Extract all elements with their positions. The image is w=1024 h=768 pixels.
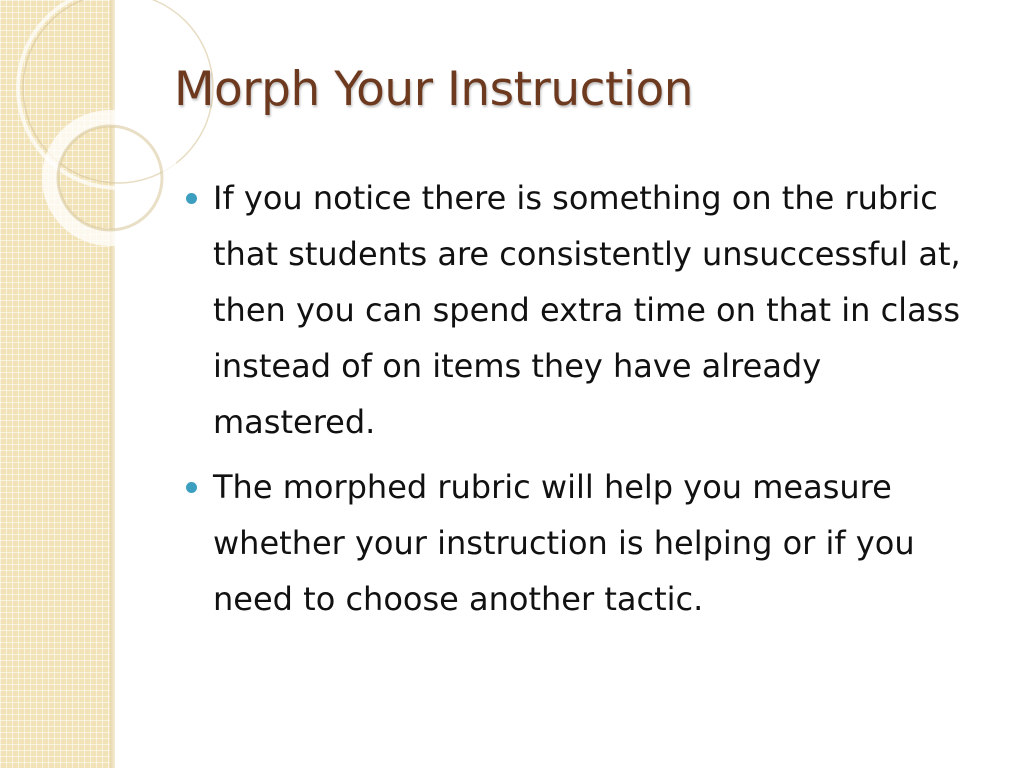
bullet-item <box>186 459 986 627</box>
slide-title: Morph Your Instruction <box>174 62 694 117</box>
bullet-text: The morphed rubric will help you measure whether your instruction is helping or if you need to choose another tactic. <box>213 468 915 618</box>
bullet-dot-icon <box>186 193 197 204</box>
bullet-item <box>186 170 986 450</box>
bullet-text: If you notice there is something on the rubric that students are consistently unsuccessful at, then you can spend extra time on that in class instead of on items they have already mastered. <box>213 179 961 441</box>
bullet-list <box>186 170 986 636</box>
bullet-dot-icon <box>186 482 197 493</box>
lower-ring <box>50 118 170 238</box>
